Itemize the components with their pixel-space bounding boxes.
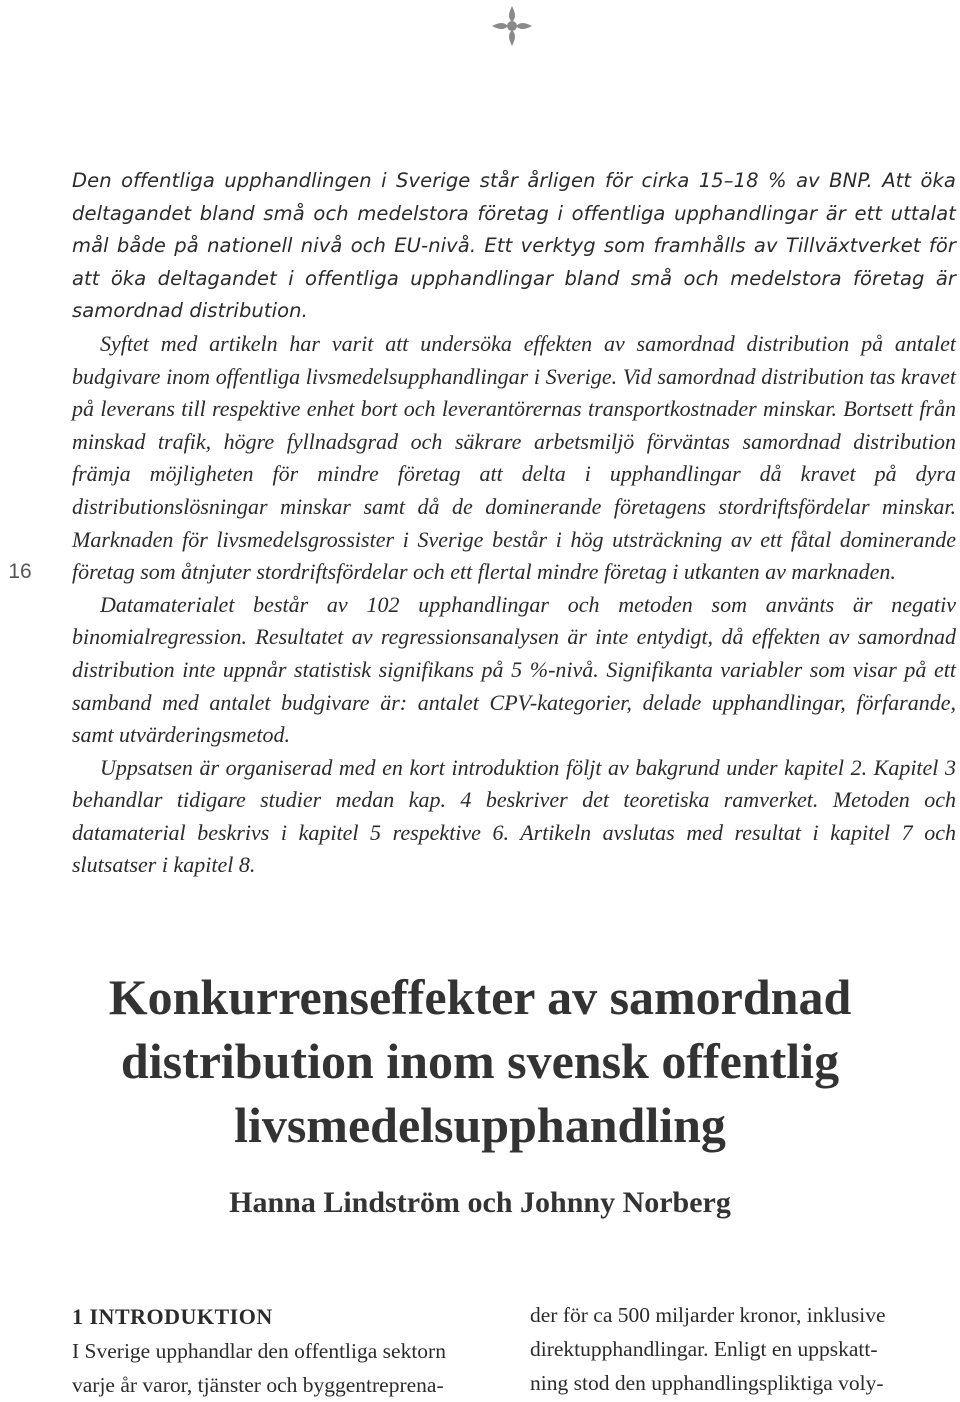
body-column-right — [530, 1298, 960, 1400]
body-text-line: direktupphandlingar. Enligt en uppskatt- — [530, 1337, 878, 1361]
title-line-3: livsmedelsupphandling — [234, 1097, 726, 1153]
abstract-paragraph-2: Syftet med artikeln har varit att undersöka effekten av samordnad distribution på antalet budgivare inom offentliga livsmedelsupphandlingar i Sverige. Vid samordnad distribution tas kravet på leverans till respektive enhet bort och leverantörernas transportkostnader minskar. Bortsett från minskad trafik, högre fyllnadsgrad och säkrare arbetsmiljö förväntas samordnad distribution främja möjligheten för mindre företag att delta i upphandlingar då kravet på dyra distributionslösningar minskar samt då de dominerande företagens stordriftsfördelar minskar. Marknaden för livsmedelsgrossister i Sverige består i hög utsträckning av ett fåtal dominerande företag som åtnjuter stordriftsfördelar och ett flertal mindre företag i utkanten av marknaden. — [72, 330, 956, 585]
page-number: 16 — [8, 560, 32, 583]
title-line-1: Konkurrenseffekter av samordnad — [108, 969, 852, 1025]
title-line-2: distribution inom svensk offentlig — [120, 1033, 840, 1089]
article-title — [60, 965, 900, 1157]
body-text-line: I Sverige upphandlar den offentliga sektorn — [72, 1339, 446, 1363]
body-text-line: der för ca 500 miljarder kronor, inklusive — [530, 1303, 886, 1327]
abstract-paragraph-4: Uppsatsen är organiserad med en kort introduktion följt av bakgrund under kapitel 2. Kapitel 3 behandlar tidigare studier medan kap. 4 beskriver det teoretiska ramverket. Metoden och datamaterial beskrivs i kapitel 5 respektive 6. Artikeln avslutas med resultat i kapitel 7 och slutsatser i kapitel 8. — [72, 754, 956, 878]
body-column-left — [72, 1298, 502, 1402]
flourish-ornament-icon — [490, 4, 534, 48]
body-text-line: ning stod den upphandlingspliktiga voly- — [530, 1371, 884, 1395]
body-text-line: varje år varor, tjänster och byggentreprena- — [72, 1373, 444, 1397]
section-heading: 1 INTRODUKTION — [72, 1304, 273, 1329]
abstract-paragraph-1: Den offentliga upphandlingen i Sverige står årligen för cirka 15–18 % av BNP. Att öka deltagandet bland små och medelstora företag i offentliga upphandlingar är ett uttalat mål både på nationell nivå och EU-nivå. Ett verktyg som framhålls av Tillväxtverket för att öka deltagandet i offentliga upphandlingar bland små och medelstora företag är samordnad distribution. — [72, 169, 956, 323]
abstract — [72, 165, 956, 882]
abstract-paragraph-3: Datamaterialet består av 102 upphandlingar och metoden som använts är negativ binomialregression. Resultatet av regressionsanalysen är inte entydigt, då effekten av samordnad distribution inte uppnår statistisk signifikans på 5 %-nivå. Signifikanta variabler som visar på ett samband med antalet budgivare är: antalet CPV-kategorier, delade upphandlingar, förfarande, samt utvärderingsmetod. — [72, 591, 956, 748]
article-authors: Hanna Lindström och Johnny Norberg — [229, 1186, 731, 1219]
